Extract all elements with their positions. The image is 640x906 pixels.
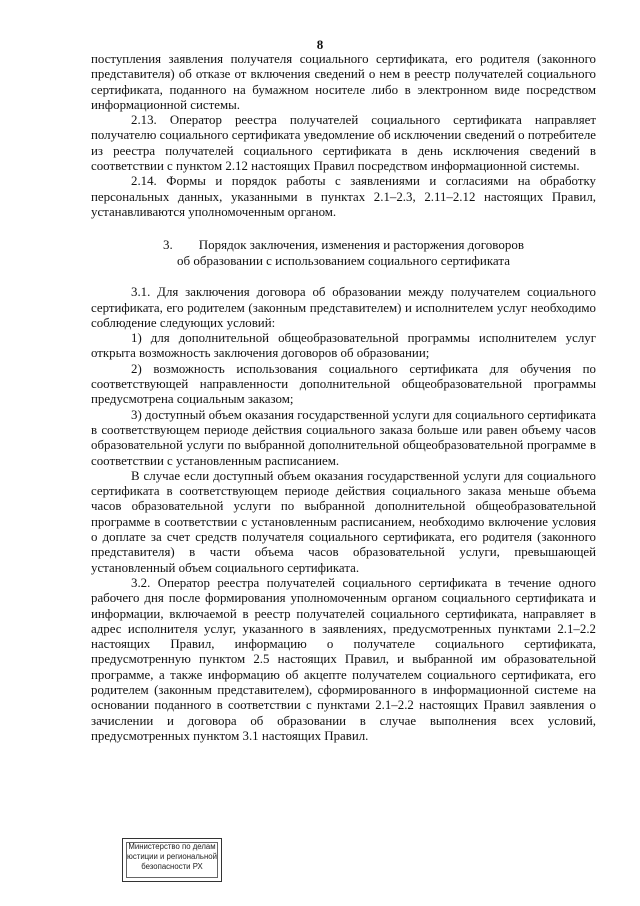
- document-body: [91, 52, 596, 744]
- condition-3: 3) доступный объем оказания государственной услуги для социального сертификата в соответствующем периоде действия социального заказа больше или равен объему часов образовательной услуги по выбранной дополнительной общеобразовательной программе в соответствии с установленным расписанием.: [91, 407, 596, 468]
- ministry-stamp: [122, 838, 222, 882]
- paragraph-3-2: 3.2. Оператор реестра получателей социального сертификата в течение одного рабочего дня после формирования уполномоченным органом социального сертификата и информации, включаемой в реестр получателей социального сертификата, направляет в адрес исполнителя услуг, указанного в заявлениях, предусмотренных пунктами 2.1–2.2 настоящих Правил, информацию о получателе социального сертификата, предусмотренную пунктом 2.5 настоящих Правил, и выбранной им образовательной программе, а также информацию об акцепте получателем социального сертификата, его родителем (законным представителем), сформированного в информационной системе на основании поданного в соответствии с пунктами 2.1–2.2 настоящих Правил заявления о зачислении и договора об образовании в случае выполнения всех условий, предусмотренных пунктом 3.1 настоящих Правил.: [91, 575, 596, 743]
- stamp-line-1: Министерство по делам: [128, 842, 216, 851]
- page-number: 8: [316, 37, 324, 52]
- stamp-line-3: безопасности РХ: [141, 862, 203, 871]
- paragraph-3-1: 3.1. Для заключения договора об образовании между получателем социального сертификата, его родителем (законным представителем) и исполнителем услуг необходимо соблюдение следующих условий:: [91, 285, 596, 330]
- paragraph: поступления заявления получателя социального сертификата, его родителя (законного представителя) об отказе от включения сведений о нем в реестр получателей социального сертификата, поданного на бумажном носителе либо в электронном виде посредством информационной системы.: [91, 52, 596, 112]
- paragraph-surcharge: В случае если доступный объем оказания государственной услуги для социального сертификата в соответствующем периоде действия социального заказа меньше объема часов образовательной услуги по выбранной дополнительной общеобразовательной программе в соответствии с установленным расписанием, необходимо включение условия о доплате за счет средств получателя социального сертификата, его родителя (законного представителя) в части объема часов образовательной услуги, превышающей установленный объем социального сертификата.: [91, 468, 596, 575]
- stamp-line-2: юстиции и региональной: [127, 852, 217, 861]
- condition-2: 2) возможность использования социального сертификата для обучения по соответствующей направленности дополнительной общеобразовательной программы предусмотрена социальным заказом;: [91, 361, 596, 407]
- condition-1: 1) для дополнительной общеобразовательной программы исполнителем услуг открыта возможность заключения договоров об образовании;: [91, 331, 596, 361]
- paragraph-2-14: 2.14. Формы и порядок работы с заявлениями и согласиями на обработку персональных данных, указанными в пунктах 2.1–2.3, 2.11–2.12 настоящих Правил, устанавливаются уполномоченным органом.: [91, 174, 596, 219]
- section-heading-line-2: об образовании с использованием социального сертификата: [177, 253, 510, 269]
- section-3-heading: [91, 237, 596, 269]
- section-heading-line-1: 3. Порядок заключения, изменения и расторжения договоров: [163, 237, 524, 253]
- paragraph-2-13: 2.13. Оператор реестра получателей социального сертификата направляет получателю социального сертификата уведомление об исключении сведений о потребителе из реестра получателей социального сертификата в день исключения сведений в соответствии с пунктом 2.12 настоящих Правил посредством информационной системы.: [91, 113, 596, 174]
